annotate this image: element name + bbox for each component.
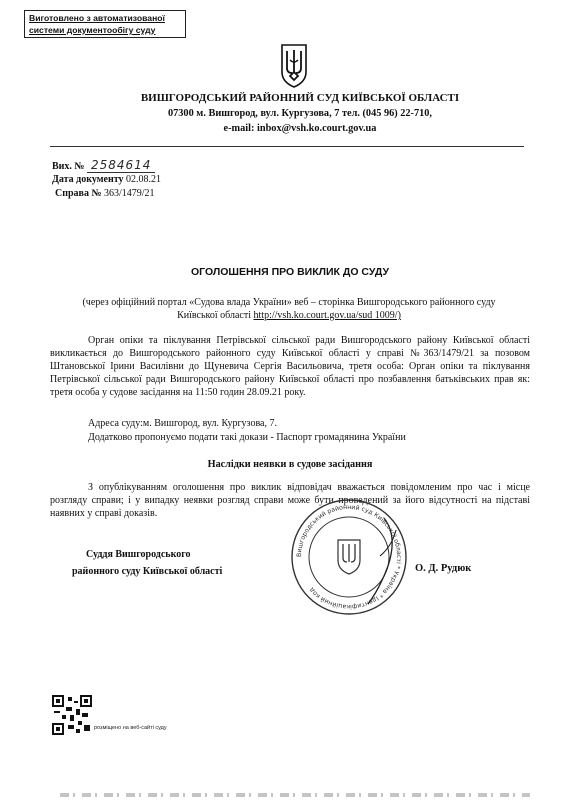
judge-name: О. Д. Рудюк [415, 563, 472, 574]
judge-title-line-2: районного суду Київської області [72, 566, 223, 577]
document-date-label: Дата документу [52, 174, 124, 185]
consequences-paragraph: З опублікуванням оголошення про виклик відповідач вважається повідомленим про час і місце розгляду справи; і у випадку неявки розгляд справи може бути проведений за його відсутності на підставі наявних у справі доказів. [50, 482, 530, 519]
portal-reference [44, 296, 534, 322]
case-number-line [55, 187, 155, 201]
consequences-heading: Наслідки неявки в судове засідання [207, 459, 373, 470]
stamp-line-2: системи документообігу суду [29, 25, 156, 35]
scan-footer-noise [60, 793, 530, 797]
portal-link[interactable]: http://vsh.ko.court.gov.ua/sud 1009/) [253, 310, 401, 321]
portal-line-1: (через офіційний портал «Судова влада України» веб – сторінка Вишгородського районного суду [82, 297, 496, 308]
judge-title [72, 546, 222, 580]
header-divider [50, 146, 524, 147]
court-header [110, 91, 490, 136]
trident-emblem-icon [279, 42, 309, 88]
document-date-value: 02.08.21 [126, 174, 161, 185]
outgoing-number-label: Вих. № [52, 161, 85, 172]
document-date-line [52, 173, 161, 187]
evidence-paragraph: Додатково пропонуємо подати такі докази - Паспорт громадянина України [88, 432, 406, 443]
automation-stamp [24, 10, 186, 38]
court-name: ВИШГОРОДСЬКИЙ РАЙОННИЙ СУД КИЇВСЬКОЇ ОБЛАСТІ [140, 92, 460, 104]
notice-title: ОГОЛОШЕННЯ ПРО ВИКЛИК ДО СУДУ [190, 266, 390, 278]
portal-line-2 [44, 309, 534, 322]
seal-ring-text: Вишгородський районний суд Київської області * Україна * Ідентифікаційний код [295, 503, 403, 611]
judge-title-line-1: Суддя Вишгородського [86, 549, 191, 560]
court-address: 07300 м. Вишгород, вул. Кургузова, 7 тел. (045 96) 22-710, [167, 108, 432, 119]
case-number-value: 363/1479/21 [104, 188, 155, 199]
court-seal-icon [288, 496, 410, 618]
outgoing-number-line [52, 158, 155, 174]
case-number-label: Справа № [55, 188, 102, 199]
summons-paragraph: Орган опіки та піклування Петрівської сільської ради Вишгородського району Київської області викликається до Вишгородського районного суду Київської області у справі №363/1479/21 за позовом Штановської Ірини Василівни до Щуневича Сергія Васильовича, третя особа: Орган опіки та піклування Петрівської сільської ради Вишгородського району Київської області про позбавлення батьківських прав як: третя особа у судове засідання на 11:50 годин 28.09.21 року. [50, 335, 530, 398]
outgoing-number-handwritten: 2584614 [87, 158, 155, 173]
court-email: e-mail: inbox@vsh.ko.court.gov.ua [223, 123, 377, 134]
qr-caption: розміщено на веб-сайті суду [94, 725, 167, 731]
portal-region: Київської області [177, 310, 254, 321]
stamp-line-1: Виготовлено з автоматизованої [29, 13, 165, 23]
qr-code-icon[interactable] [52, 695, 92, 735]
court-address-paragraph: Адреса суду:м. Вишгород, вул. Кургузова, 7. [88, 418, 277, 429]
